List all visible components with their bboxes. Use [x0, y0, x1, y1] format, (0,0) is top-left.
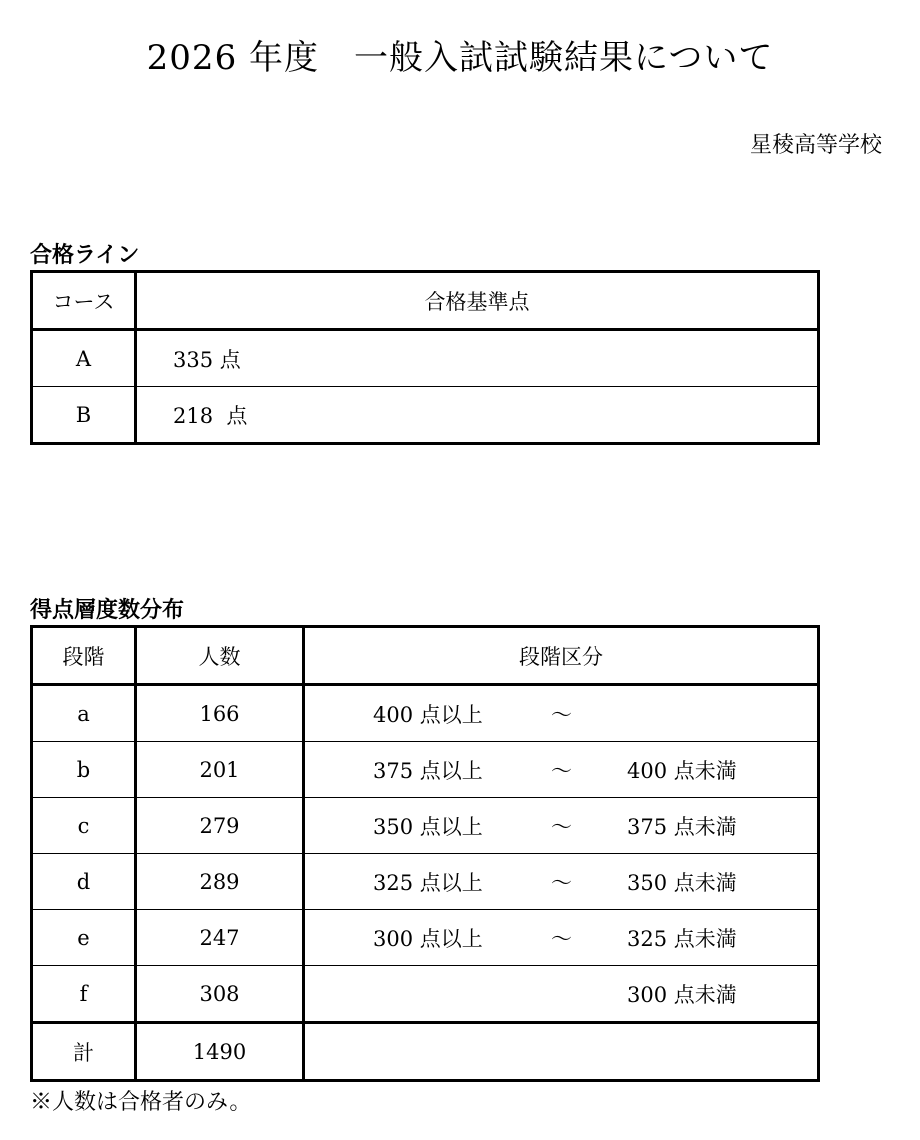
count-cell: 201: [136, 742, 304, 798]
level-cell: a: [32, 685, 136, 742]
range-upper-bound: 375 点未満: [627, 814, 737, 839]
range-cell: [304, 910, 819, 966]
count-cell: 166: [136, 685, 304, 742]
count-cell: 308: [136, 966, 304, 1023]
pass-line-table: [30, 270, 820, 445]
document-title: 2026 年度 一般入試試験結果について: [146, 38, 774, 78]
distribution-heading: 得点層度数分布: [30, 598, 185, 623]
course-cell: A: [32, 330, 136, 387]
table-row: [32, 685, 819, 742]
range-upper-bound: 350 点未満: [627, 870, 737, 895]
level-cell: c: [32, 798, 136, 854]
score-cell: 218 点: [136, 387, 819, 444]
range-column-header: 段階区分: [304, 627, 819, 685]
range-lower-bound: 325 点以上: [373, 870, 483, 895]
score-column-header: 合格基準点: [136, 272, 819, 330]
range-cell: [304, 798, 819, 854]
range-tilde: ～: [551, 702, 572, 727]
range-tilde: ～: [551, 870, 572, 895]
range-tilde: ～: [551, 758, 572, 783]
table-row: [32, 966, 819, 1023]
table-row: [32, 387, 819, 444]
table-row: [32, 798, 819, 854]
range-cell: [304, 854, 819, 910]
table-row: [32, 330, 819, 387]
count-cell: 247: [136, 910, 304, 966]
pass-line-heading: 合格ライン: [30, 243, 140, 268]
total-label: 計: [32, 1023, 136, 1081]
count-column-header: 人数: [136, 627, 304, 685]
distribution-table: [30, 625, 820, 1082]
range-lower-bound: 300 点以上: [373, 926, 483, 951]
level-cell: f: [32, 966, 136, 1023]
count-cell: 289: [136, 854, 304, 910]
range-tilde: ～: [551, 926, 572, 951]
range-cell: [304, 685, 819, 742]
range-cell: [304, 966, 819, 1023]
table-row: [32, 742, 819, 798]
total-range-cell: [304, 1023, 819, 1081]
level-cell: d: [32, 854, 136, 910]
range-lower-bound: 350 点以上: [373, 814, 483, 839]
range-upper-bound: 400 点未満: [627, 758, 737, 783]
total-row: [32, 1023, 819, 1081]
course-column-header: コース: [32, 272, 136, 330]
table-row: [32, 910, 819, 966]
level-column-header: 段階: [32, 627, 136, 685]
distribution-header-row: [32, 627, 819, 685]
level-cell: b: [32, 742, 136, 798]
range-cell: [304, 742, 819, 798]
footnote: ※人数は合格者のみ。: [30, 1090, 252, 1115]
total-count: 1490: [136, 1023, 304, 1081]
count-cell: 279: [136, 798, 304, 854]
range-upper-bound: 300 点未満: [627, 982, 737, 1007]
score-cell: 335 点: [136, 330, 819, 387]
range-tilde: ～: [551, 814, 572, 839]
course-cell: B: [32, 387, 136, 444]
range-lower-bound: 375 点以上: [373, 758, 483, 783]
level-cell: e: [32, 910, 136, 966]
table-row: [32, 854, 819, 910]
pass-line-header-row: [32, 272, 819, 330]
range-lower-bound: 400 点以上: [373, 702, 483, 727]
range-upper-bound: 325 点未満: [627, 926, 737, 951]
school-name: 星稜高等学校: [749, 133, 882, 158]
